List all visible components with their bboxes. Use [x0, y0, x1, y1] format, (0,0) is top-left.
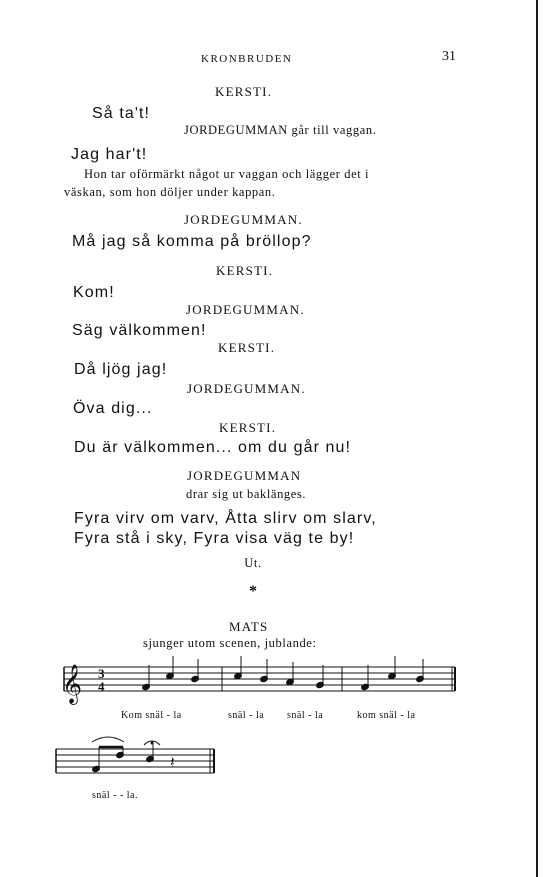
speaker-name: MATS — [229, 619, 269, 634]
lyric-syllables: snäl - - la. — [92, 790, 138, 801]
speech-line: Så ta't! — [92, 105, 151, 122]
staff-1 — [64, 667, 455, 691]
speech-line: Då ljög jag! — [74, 361, 168, 378]
speaker-name: KERSTI. — [215, 84, 273, 99]
stage-direction: sjunger utom scenen, jublande: — [143, 636, 317, 650]
speech-line: Fyra virv om varv, Åtta slirv om slarv, — [74, 510, 377, 527]
section-ornament: * — [249, 583, 257, 600]
rest-icon: 𝄽 — [170, 753, 175, 771]
speaker-name: KERSTI. — [219, 420, 277, 435]
speech-line: Kom! — [73, 284, 115, 301]
speaker-name: JORDEGUMMAN. — [187, 381, 306, 396]
time-signature-bottom: 4 — [98, 679, 105, 694]
speaker-name: JORDEGUMMAN. — [184, 212, 303, 227]
speech-line: Öva dig... — [73, 400, 153, 417]
treble-clef-icon: 𝄞 — [62, 664, 83, 704]
speaker-name: KERSTI. — [216, 263, 274, 278]
staff-2 — [56, 749, 214, 773]
running-title: KRONBRUDEN — [201, 53, 293, 65]
slur-mark — [92, 737, 124, 742]
stage-direction: väskan, som hon döljer under kappan. — [64, 185, 276, 199]
stage-direction: drar sig ut baklänges. — [186, 487, 307, 501]
speech-line: Må jag så komma på bröllop? — [72, 233, 312, 250]
stage-direction: Ut. — [244, 556, 262, 570]
speaker-name: KERSTI. — [218, 340, 276, 355]
stage-direction: JORDEGUMMAN går till vaggan. — [184, 123, 377, 137]
speech-line: Jag har't! — [71, 146, 148, 163]
page-number: 31 — [442, 49, 456, 64]
lyric-syllables: kom snäl - la — [357, 710, 416, 721]
speaker-name: JORDEGUMMAN. — [186, 302, 305, 317]
speaker-name: JORDEGUMMAN — [187, 468, 302, 483]
lyric-syllables: snäl - la — [287, 710, 324, 721]
speech-line: Du är välkommen... om du går nu! — [74, 439, 352, 456]
stage-direction: Hon tar oförmärkt något ur vaggan och lägger det i — [84, 167, 370, 181]
speech-line: Fyra stå i sky, Fyra visa väg te by! — [74, 530, 355, 547]
speech-line: Säg välkommen! — [72, 322, 207, 339]
lyric-syllables: Kom snäl - la — [121, 710, 182, 721]
time-signature-top: 3 — [98, 666, 105, 681]
lyric-syllables: snäl - la — [228, 710, 265, 721]
